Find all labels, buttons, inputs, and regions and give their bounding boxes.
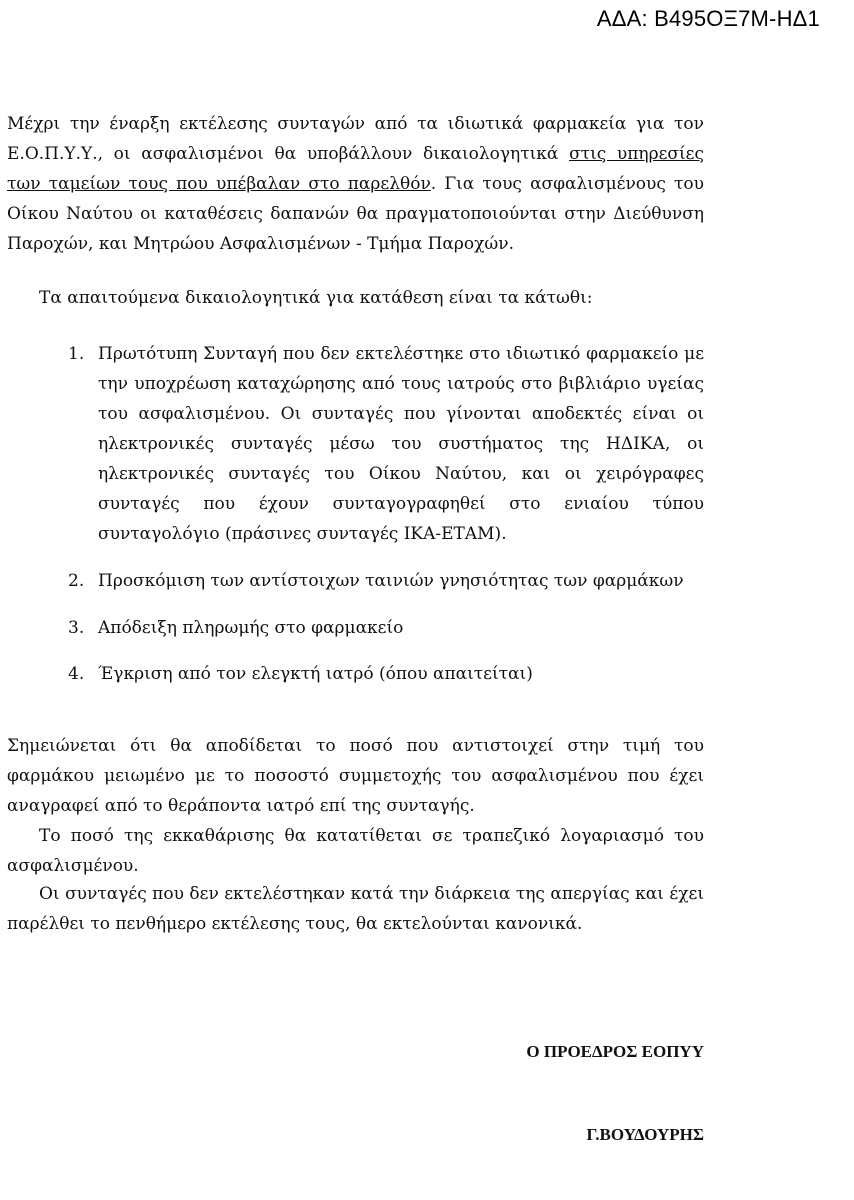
paragraph-reimbursement: Σημειώνεται ότι θα αποδίδεται το ποσό που αντιστοιχεί στην τιμή του φαρμάκου μειωμένο με το ποσοστό συμμετοχής του ασφαλισμένου που έχει αναγραφεί από το θεράποντα ιατρό επί της συνταγής. [7,736,704,816]
ada-code: ΑΔΑ: Β495ΟΞ7Μ-ΗΔ1 [596,6,820,31]
paragraph-procedure-start: Μέχρι την έναρξη εκτέλεσης συνταγών από τα ιδιωτικά φαρμακεία για τον Ε.Ο.Π.Υ.Υ., οι ασφαλισμένοι θα υποβάλλουν δικαιολογητικά [7,114,704,164]
list-item [68,339,704,549]
list-number: 4. [68,664,85,684]
list-number: 3. [68,618,85,638]
paragraph-procedure-end: . Για τους ασφαλισμένους του Οίκου Ναύτου οι καταθέσεις δαπανών θα πραγματοποιούνται στην Διεύθυνση Παροχών, και Μητρώου Ασφαλισμένων - Τμήμα Παροχών. [7,174,704,254]
signature-name: Γ.ΒΟΥΔΟΥΡΗΣ [586,1125,704,1144]
list-item [68,566,704,596]
list-item [68,659,704,689]
list-item-text: Πρωτότυπη Συνταγή που δεν εκτελέστηκε στο ιδιωτικό φαρμακείο με την υποχρέωση καταχώρησης από τους ιατρούς στο βιβλιάριο υγείας του ασφαλισμένου. Οι συνταγές που γίνονται αποδεκτές είναι οι ηλεκτρονικές συνταγές μέσω του συστήματος της ΗΔΙΚΑ, οι ηλεκτρονικές συνταγές του Οίκου Ναύτου, και οι χειρόγραφες συνταγές που έχουν συνταγογραφηθεί στο ενιαίου τύπου συνταγολόγιο (πράσινες συνταγές ΙΚΑ-ΕΤΑΜ). [98,344,704,544]
list-number: 1. [68,344,85,364]
documents-intro: Τα απαιτούμενα δικαιολογητικά για κατάθεση είναι τα κάτωθι: [39,288,593,308]
list-item [68,613,704,643]
list-number: 2. [68,571,85,591]
paragraph-unexecuted-prescriptions: Οι συνταγές που δεν εκτελέστηκαν κατά την διάρκεια της απεργίας και έχει παρέλθει το πενθήμερο εκτέλεσης τους, θα εκτελούνται κανονικά. [7,884,704,934]
list-item-text: Απόδειξη πληρωμής στο φαρμακείο [98,618,404,638]
list-item-text: Έγκριση από τον ελεγκτή ιατρό (όπου απαιτείται) [98,664,533,684]
paragraph-bank-deposit: Το ποσό της εκκαθάρισης θα κατατίθεται σε τραπεζικό λογαριασμό του ασφαλισμένου. [7,826,704,876]
underlined-text: στις υπηρεσίες των ταμείων τους που υπέβαλαν στο παρελθόν [7,144,704,194]
paragraph-procedure [7,109,704,259]
list-item-text: Προσκόμιση των αντίστοιχων ταινιών γνησιότητας των φαρμάκων [98,571,684,591]
signature-title: Ο ΠΡΟΕΔΡΟΣ ΕΟΠΥΥ [526,1042,704,1061]
